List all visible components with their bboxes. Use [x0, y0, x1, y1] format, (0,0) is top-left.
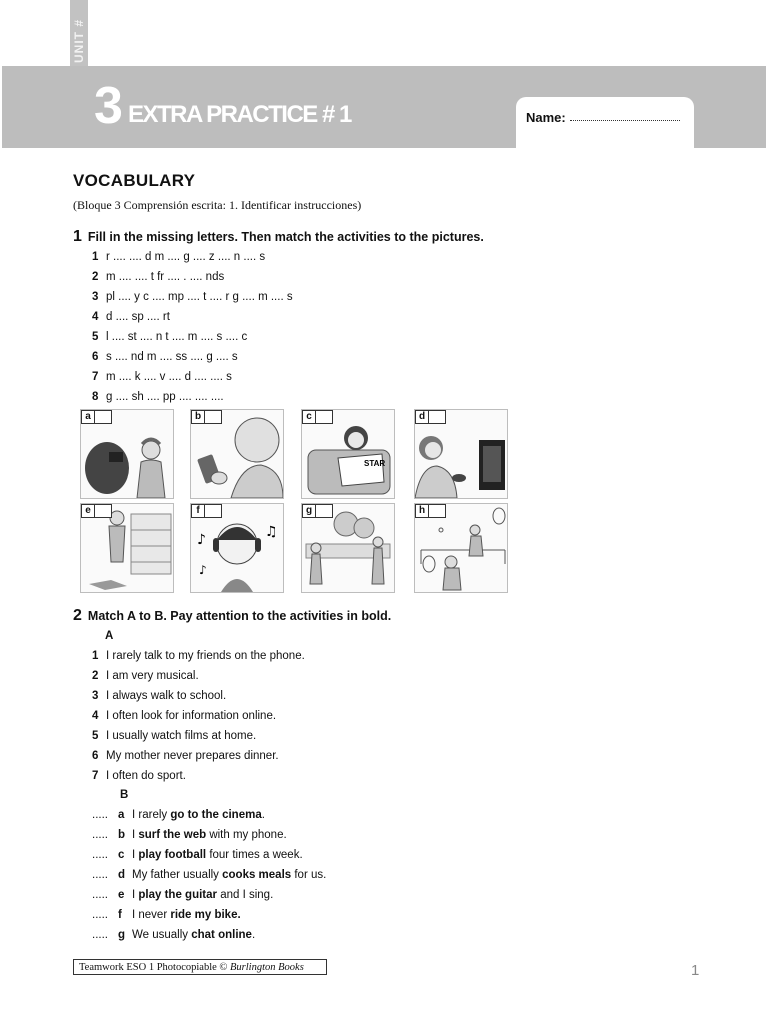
picture-label: c	[302, 410, 333, 424]
svg-text:STAR: STAR	[364, 459, 386, 468]
fill-item[interactable]	[92, 311, 170, 323]
fill-item[interactable]	[92, 291, 293, 303]
name-label: Name:	[526, 110, 566, 125]
match-a-item	[92, 670, 199, 682]
exercise-number: 1	[73, 228, 82, 245]
answer-box[interactable]	[205, 505, 221, 517]
item-text-post: .	[251, 929, 256, 941]
item-text: I usually watch films at home.	[106, 730, 257, 742]
item-activity-bold: play the guitar	[138, 889, 217, 901]
item-number: 6	[92, 351, 99, 363]
match-a-item	[92, 770, 186, 782]
item-text: pl .... y c .... mp .... t .... r g .... m .... s	[106, 291, 293, 303]
item-letter: c	[118, 849, 125, 861]
match-a-item	[92, 730, 256, 742]
svg-text:♪: ♪	[199, 563, 207, 577]
fill-item[interactable]	[92, 271, 224, 283]
answer-box[interactable]	[205, 411, 221, 423]
exercise1-instruction	[73, 228, 484, 246]
item-text-pre: I	[132, 829, 139, 841]
match-b-item	[92, 829, 287, 841]
match-b-item	[92, 929, 255, 941]
item-activity-bold: chat online	[191, 929, 252, 941]
item-number: 1	[92, 650, 99, 662]
match-a-item	[92, 650, 305, 662]
match-b-item	[92, 889, 273, 901]
item-number: 4	[92, 311, 99, 323]
svg-text:♫: ♫	[265, 524, 278, 540]
footer-publisher: Burlington Books	[230, 962, 304, 973]
answer-blank[interactable]: .....	[92, 889, 108, 901]
item-text-post: with my phone.	[206, 829, 287, 841]
picture-label: d	[415, 410, 446, 424]
answer-box[interactable]	[316, 411, 332, 423]
item-number: 3	[92, 690, 99, 702]
item-letter: d	[118, 869, 126, 881]
answer-box[interactable]	[429, 505, 445, 517]
picture-g	[301, 503, 395, 593]
item-letter: g	[118, 929, 126, 941]
picture-label: f	[191, 504, 222, 518]
answer-box[interactable]	[316, 505, 332, 517]
picture-label: a	[81, 410, 112, 424]
match-a-item	[92, 750, 279, 762]
item-text-post: and I sing.	[217, 889, 274, 901]
item-number: 7	[92, 770, 99, 782]
item-number: 1	[92, 251, 99, 263]
match-a-item	[92, 710, 276, 722]
unit-number: 3	[94, 77, 121, 135]
item-letter: b	[118, 829, 126, 841]
section-subtitle: (Bloque 3 Comprensión escrita: 1. Identificar instrucciones)	[73, 198, 362, 212]
svg-text:♪: ♪	[197, 532, 206, 548]
item-text: My mother never prepares dinner.	[106, 750, 279, 762]
unit-tab-label: UNIT #	[72, 18, 86, 64]
item-text-pre: I	[132, 889, 139, 901]
exercise-number: 2	[73, 607, 82, 624]
answer-blank[interactable]: .....	[92, 809, 108, 821]
picture-e	[80, 503, 174, 593]
item-text-post: .	[261, 809, 265, 821]
item-letter: e	[118, 889, 125, 901]
item-text-post: for us.	[291, 869, 327, 881]
picture-label: b	[191, 410, 222, 424]
item-letter: f	[118, 909, 122, 921]
fill-item[interactable]	[92, 331, 247, 343]
item-text: I always walk to school.	[106, 690, 227, 702]
picture-label: e	[81, 504, 112, 518]
answer-box[interactable]	[429, 411, 445, 423]
fill-item[interactable]	[92, 391, 224, 403]
item-text-pre: I	[132, 849, 139, 861]
answer-blank[interactable]: .....	[92, 829, 108, 841]
answer-blank[interactable]: .....	[92, 869, 108, 881]
item-text: I often look for information online.	[106, 710, 277, 722]
picture-h	[414, 503, 508, 593]
item-text: I am very musical.	[106, 670, 199, 682]
item-activity-bold: surf the web	[138, 829, 207, 841]
item-text: d .... sp .... rt	[106, 311, 170, 323]
match-b-item	[92, 869, 326, 881]
exercise2-instruction	[73, 607, 391, 625]
item-number: 4	[92, 710, 99, 722]
picture-label: h	[415, 504, 446, 518]
item-text: l .... st .... n t .... m .... s .... c	[106, 331, 248, 343]
fill-item[interactable]	[92, 351, 238, 363]
picture-b	[190, 409, 284, 499]
item-text-pre: My father usually	[132, 869, 223, 881]
item-text-pre: I rarely	[132, 809, 171, 821]
item-text: s .... nd m .... ss .... g .... s	[106, 351, 238, 363]
item-number: 5	[92, 730, 99, 742]
item-text: m .... .... t fr .... . .... nds	[106, 271, 225, 283]
name-field[interactable]	[570, 120, 680, 121]
match-b-item	[92, 849, 303, 861]
item-text: I rarely talk to my friends on the phone.	[106, 650, 305, 662]
item-text: m .... k .... v .... d .... .... s	[106, 371, 232, 383]
item-activity-bold: cooks meals	[222, 869, 292, 881]
page-title: EXTRA PRACTICE # 1	[128, 101, 351, 128]
match-b-item	[92, 909, 241, 921]
footer-text: Teamwork ESO 1 Photocopiable ©	[79, 962, 231, 973]
item-number: 2	[92, 670, 99, 682]
item-activity-bold: ride my bike.	[170, 909, 241, 921]
name-box	[516, 97, 694, 151]
item-text: g .... sh .... pp .... .... ....	[106, 391, 224, 403]
item-text-post: four times a week.	[206, 849, 303, 861]
picture-d	[414, 409, 508, 499]
item-text-pre: I never	[132, 909, 171, 921]
match-a-item	[92, 690, 226, 702]
item-letter: a	[118, 809, 125, 821]
item-number: 2	[92, 271, 99, 283]
item-text: I often do sport.	[106, 770, 186, 782]
item-number: 8	[92, 391, 99, 403]
instruction-text: Match A to B. Pay attention to the activities in bold.	[87, 609, 392, 623]
section-title: VOCABULARY	[73, 171, 196, 190]
footer-copyright	[73, 959, 327, 975]
picture-label: g	[302, 504, 333, 518]
item-number: 6	[92, 750, 99, 762]
item-text-pre: We usually	[132, 929, 192, 941]
answer-box[interactable]	[95, 505, 111, 517]
column-a-heading: A	[105, 630, 114, 642]
instruction-text: Fill in the missing letters. Then match the activities to the pictures.	[87, 230, 484, 244]
item-number: 3	[92, 291, 99, 303]
picture-f	[190, 503, 284, 593]
item-activity-bold: play football	[138, 849, 207, 861]
picture-a	[80, 409, 174, 499]
picture-c	[301, 409, 395, 499]
item-number: 7	[92, 371, 99, 383]
item-number: 5	[92, 331, 99, 343]
page-number: 1	[691, 962, 700, 979]
answer-blank[interactable]: .....	[92, 909, 108, 921]
answer-blank[interactable]: .....	[92, 929, 108, 941]
item-text: r .... .... d m .... g .... z .... n .... s	[106, 251, 266, 263]
fill-item[interactable]	[92, 251, 265, 263]
column-b-heading: B	[120, 789, 129, 801]
match-b-item	[92, 809, 265, 821]
fill-item[interactable]	[92, 371, 232, 383]
answer-box[interactable]	[95, 411, 111, 423]
answer-blank[interactable]: .....	[92, 849, 108, 861]
item-activity-bold: go to the cinema	[170, 809, 262, 821]
